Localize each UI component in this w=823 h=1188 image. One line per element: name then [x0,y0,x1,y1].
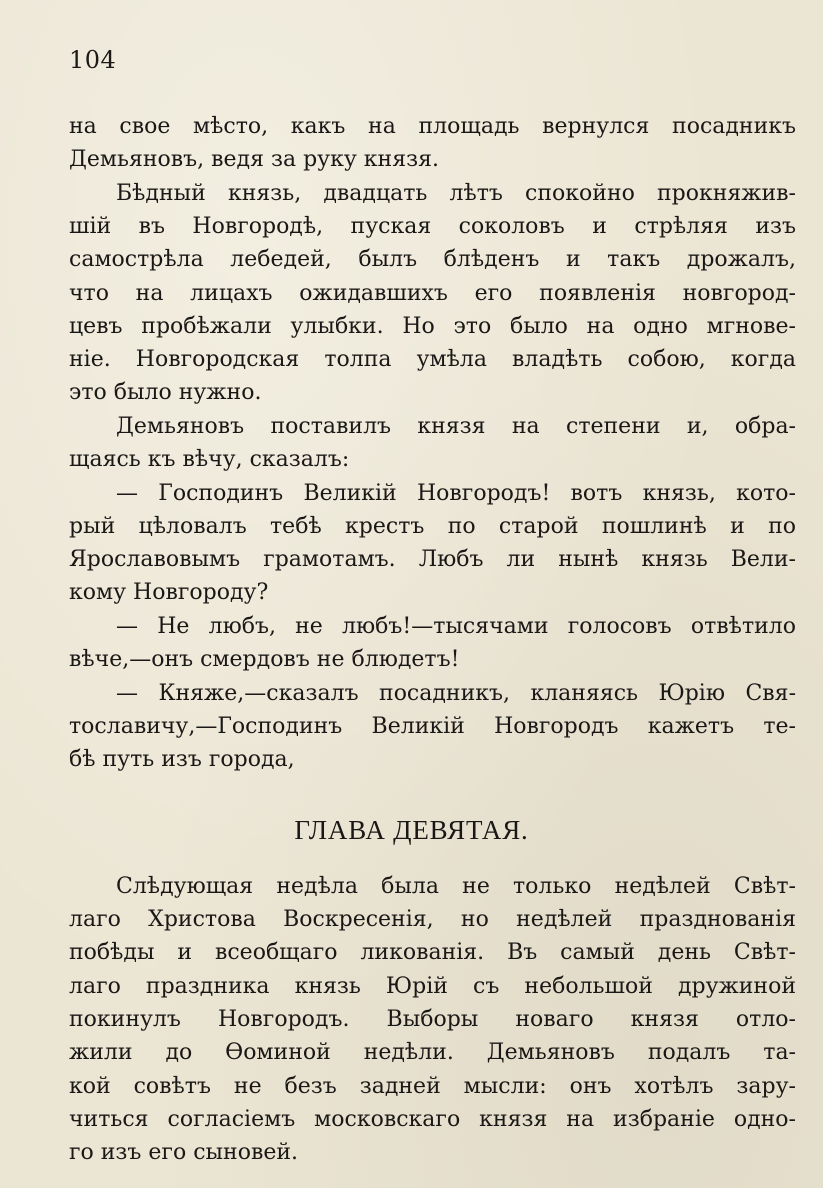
text-line: бѣ путь изъ города, [69,747,295,772]
text-line: шій въ Новгородѣ, пуская соколовъ и стрѣляя изъ [69,214,796,239]
text-line: — Княже,—сказалъ посадникъ, кланяясь Юрію Свя- [116,681,796,706]
text-line: Ярославовымъ грамотамъ. Любъ ли нынѣ князь Вели- [69,547,796,572]
text-line: вѣче,—онъ смердовъ не блюдетъ! [69,647,460,672]
text-line: Бѣдный князь, двадцать лѣтъ спокойно прокняжив- [116,181,796,206]
text-line: покинулъ Новгородъ. Выборы новаго князя отло- [69,1007,796,1032]
text-line: ніе. Новгородская толпа умѣла владѣть собою, когда [69,347,796,372]
text-line: го изъ его сыновей. [69,1140,299,1165]
text-line: Демьяновъ, ведя за руку князя. [69,147,439,172]
text-line: это было нужно. [69,380,262,405]
page-number: 104 [69,46,117,74]
text-line: что на лицахъ ожидавшихъ его появленія новгород- [69,281,796,306]
text-line: Слѣдующая недѣла была не только недѣлей Свѣт- [116,874,796,899]
text-line: лаго праздника князь Юрій съ небольшой дружиной [69,974,796,999]
text-line: цевъ пробѣжали улыбки. Но это было на одно мгнове- [69,314,796,339]
text-line: самострѣла лебедей, былъ блѣденъ и такъ дрожалъ, [69,247,796,272]
text-line: рый цѣловалъ тебѣ крестъ по старой пошлинѣ и по [69,514,796,539]
text-line: кой совѣтъ не безъ задней мысли: онъ хотѣлъ зару- [69,1074,796,1099]
text-line: жили до Ѳоминой недѣли. Демьяновъ подалъ та- [69,1040,796,1065]
text-line: на свое мѣсто, какъ на площадь вернулся посадникъ [69,114,796,139]
text-line: кому Новгороду? [69,580,269,605]
text-line: побѣды и всеобщаго ликованія. Въ самый день Свѣт- [69,940,796,965]
text-line: лаго Христова Воскресенія, но недѣлей празднованія [69,907,796,932]
text-line: читься согласіемъ московскаго князя на избраніе одно- [69,1107,796,1132]
text-line: Демьяновъ поставилъ князя на степени и, обра- [116,414,796,439]
chapter-heading: ГЛАВА ДЕВЯТАЯ. [294,815,529,845]
text-line: — Не любъ, не любъ!—тысячами голосовъ отвѣтило [116,614,796,639]
text-line: щаясь къ вѣчу, сказалъ: [69,447,350,472]
text-line: — Господинъ Великій Новгородъ! вотъ князь, кото- [116,481,796,506]
text-line: тославичу,—Господинъ Великій Новгородъ кажетъ те- [69,714,796,739]
